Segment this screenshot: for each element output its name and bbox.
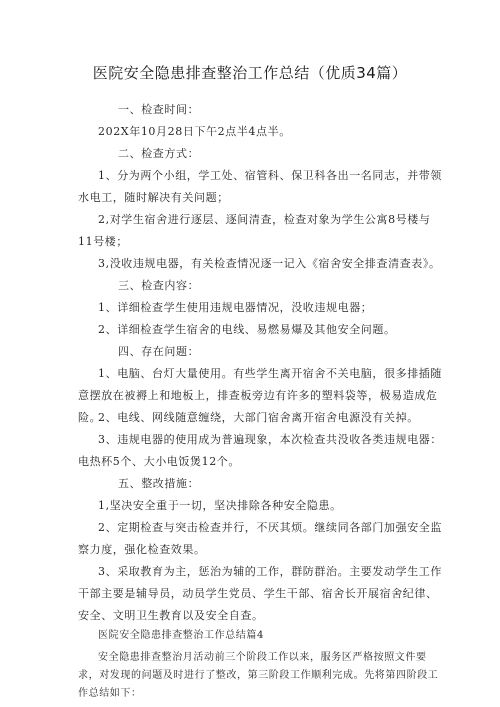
heading-check-content: 三、检查内容：: [118, 279, 200, 292]
section-paragraph: 安全隐患排查整治月活动前三个阶段工作以来，服务区严格按照文件要求，对发现的问题及时进行了整改，第三阶段工作顺利完成。先将第四阶段工作总结如下：: [78, 652, 439, 699]
paragraph-method-2: 2,对学生宿舍进行逐层、逐间清查，检查对象为学生公寓8号楼与11号楼；: [78, 213, 431, 248]
heading-problems: 四、存在问题：: [118, 345, 200, 358]
paragraph-measure-2: 2、定期检查与突击检查并行，不厌其烦。继续同各部门加强安全监察力度，强化检查效果。: [78, 521, 442, 556]
paragraph-content-1: 1、详细检查学生使用违规电器情况，没收违规电器；: [98, 301, 373, 314]
paragraph-content-2: 2、详细检查学生宿舍的电线、易燃易爆及其他安全问题。: [98, 323, 396, 336]
paragraph-method-1: 1、分为两个小组，学工处、宿管科、保卫科各出一名同志，并带领水电工，随时解决有关问题；: [78, 169, 442, 204]
paragraph-problem-3: 3、违规电器的使用成为普遍现象，本次检查共没收各类违规电器：电热杯5个、大小电饭煲12个。: [78, 433, 442, 468]
heading-check-method: 二、检查方式：: [118, 147, 200, 160]
section-heading: 医院安全隐患排查整治工作总结篇4: [98, 630, 264, 641]
paragraph-check-date: 202X年10月28日下午2点半4点半。: [98, 125, 291, 138]
paragraph-problem-2: 2、电线、网线随意缠绕，大部门宿舍离开宿舍电源没有关掉。: [98, 411, 419, 424]
heading-check-time: 一、检查时间：: [118, 103, 200, 116]
document-title: 医院安全隐患排查整治工作总结（优质34篇）: [92, 64, 408, 82]
heading-measures: 五、整改措施：: [118, 477, 200, 490]
paragraph-measure-1: 1,坚决安全重于一切，坚决排除各种安全隐患。: [98, 499, 342, 512]
paragraph-problem-1: 1、电脑、台灯大量使用。有些学生离开宿舍不关电脑，很多排插随意摆放在被褥上和地板上，排查板旁边有许多的塑料袋等，极易造成危险。: [78, 367, 442, 424]
paragraph-method-3: 3,没收违规电器，有关检查情况逐一记入《宿舍安全排查清查表》。: [98, 257, 441, 270]
paragraph-measure-3: 3、采取教育为主，惩治为辅的工作，群防群治。主要发动学生工作干部主要是辅导员，动员学生党员、学生干部、宿舍长开展宿舍纪律、安全、文明卫生教育以及安全自查。: [78, 565, 442, 622]
